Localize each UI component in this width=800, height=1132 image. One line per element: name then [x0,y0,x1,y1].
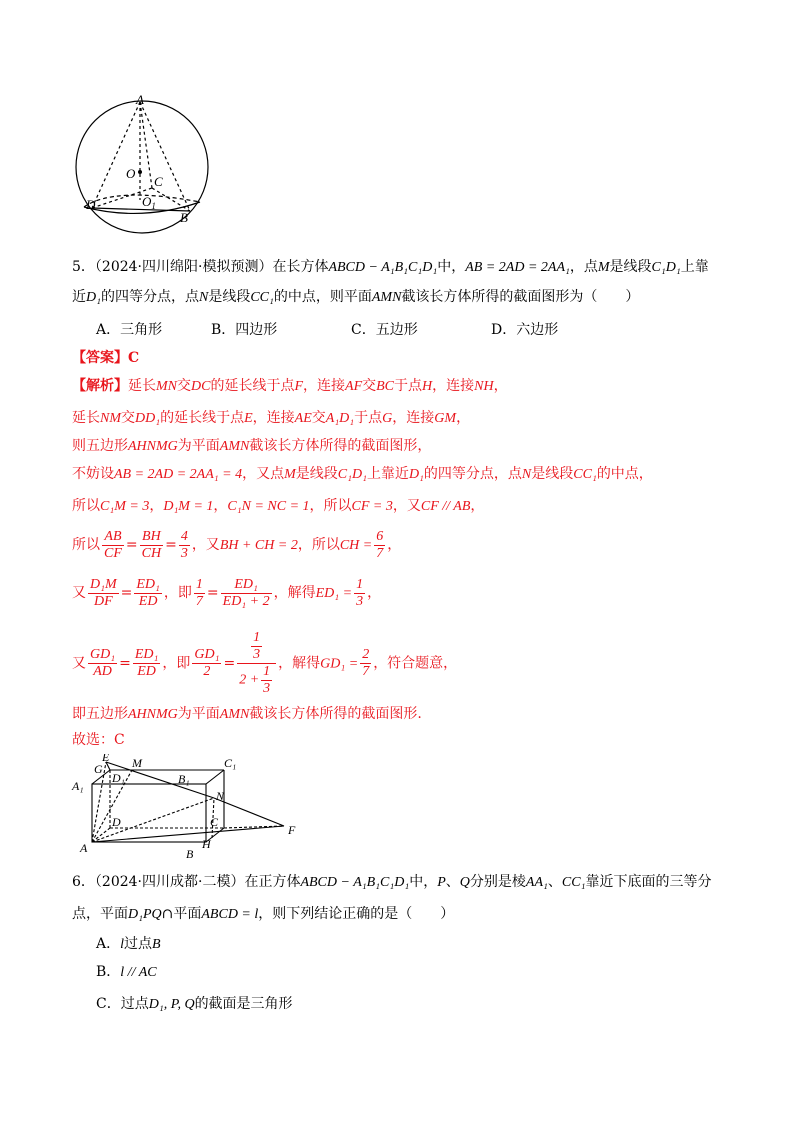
analysis-line9: 即五边形AHNMG为平面AMN截该长方体所得的截面图形. [72,706,422,722]
edge-CB [152,188,190,211]
analysis-line4: 不妨设AB = 2AD = 2AA₁ = 4，又点M是线段C₁D₁上靠近D₁的四等分点，点N是线段CC₁的中点， [72,466,653,482]
q5-number: 5． [72,259,95,275]
q5-options [96,320,558,340]
edge-AD [92,828,110,842]
analysis-line7: 又 $\frac{\text{D₁M}}{DF}$ = $\frac{\text{ED₁}}{ED}$ ，即 $\frac{1}{7}$ = $\frac{\text{ED₁}}{\text{ED₁ + 2}}$ ，解得ED₁ = $\frac{1}{3}$ ， [72,576,382,609]
q5-option-b: B．四边形 [211,322,278,338]
label-M: M [132,756,142,770]
cuboid-figure [66,754,306,860]
edge-top-right [206,770,224,784]
analysis-line3: 则五边形AHNMG为平面AMN截该长方体所得的截面图形， [72,438,432,454]
q6-option-b: B．l // AC [96,964,157,980]
q6-option-a: A．l过点B [96,936,161,952]
q5-option-d: D．六边形 [491,322,559,338]
q5-condition: AB = 2AD = 2AA₁ [465,260,570,275]
analysis-line8: 又 $\frac{\text{GD₁}}{AD}$ = $\frac{\text{ED₁}}{ED}$ ，即 $\frac{\text{GD₁}}{2}$ = $\frac{1}{3}$ 2 + $\frac{1}{3}$ ，解得GD₁ = $\frac{2}{7}$ ，符合题意， [72,630,458,696]
choose-line: 故选：C [72,732,125,748]
label-B1: B₁ [178,772,190,786]
q5-option-c: C．五边形 [351,322,418,338]
analysis-label: 【解析】 [72,378,128,394]
label-A: A [80,841,88,855]
q6-line1: 6．（2024·四川成都·二模）在正方体ABCD − A₁B₁C₁D₁中，P、Q分别是棱AA₁、CC₁靠近下底面的三等分 [72,874,712,890]
q6-line2: 点，平面D₁PQ∩平面ABCD = l，则下列结论正确的是（ ） [72,906,455,922]
label-D1: D₁ [112,771,125,785]
analysis-line5: 所以C₁M = 3，D₁M = 1，C₁N = NC = 1，所以CF = 3，又CF // AB， [72,498,485,514]
q6-option-c: C．过点D₁, P, Q的截面是三角形 [96,996,293,1012]
point-O [138,170,142,174]
label-G: G [94,762,103,776]
q5-line2: 近D₁的四等分点，点N是线段CC₁的中点，则平面AMN截该长方体所得的截面图形为（ ） [72,289,640,305]
q6-number: 6． [72,874,95,890]
q5-line1: 5．（2024·四川绵阳·模拟预测）在长方体ABCD − A₁B₁C₁D₁中，AB = 2AD = 2AA₁，点M是线段C₁D₁上靠 [72,259,709,275]
answer-value: C [128,350,140,366]
q5-source: （2024·四川绵阳·模拟预测） [94,259,273,275]
label-H: H [202,837,211,851]
label-B: B [180,210,188,225]
label-C: C [210,815,219,829]
label-D: D [112,815,121,829]
sphere-figure [66,94,216,234]
label-O: O [126,166,136,181]
analysis-line1: 【解析】延长MN交DC的延长线于点F，连接AF交BC于点H，连接NH， [72,378,508,394]
label-C1: C₁ [224,756,237,770]
label-D: D [86,197,96,212]
label-O1: $O_1$ [142,194,156,211]
q5-solid: ABCD − A₁B₁C₁D₁ [328,260,438,275]
analysis-line2: 延长NM交DD₁的延长线于点E，连接AE交A₁D₁于点G，连接GM， [72,410,471,426]
label-C: C [154,174,163,189]
q6-source: （2024·四川成都·二模） [94,874,245,890]
answer-label: 【答案】 [72,350,128,366]
answer-line [72,348,139,368]
label-A1: A₁ [72,779,84,793]
analysis-line6: 所以 $\frac{AB}{CF}$ = $\frac{BH}{CH}$ = $\frac{4}{3}$ ，又BH + CH = 2，所以CH = $\frac{6}{7}$ ， [72,528,402,561]
edge-AD [92,102,140,208]
face-front [92,784,206,842]
label-E: E [102,754,110,764]
label-B: B [186,847,194,860]
label-A: A [136,94,144,107]
q5-option-a: A．三角形 [96,322,163,338]
label-N: N [216,789,225,803]
label-F: F [288,823,296,837]
